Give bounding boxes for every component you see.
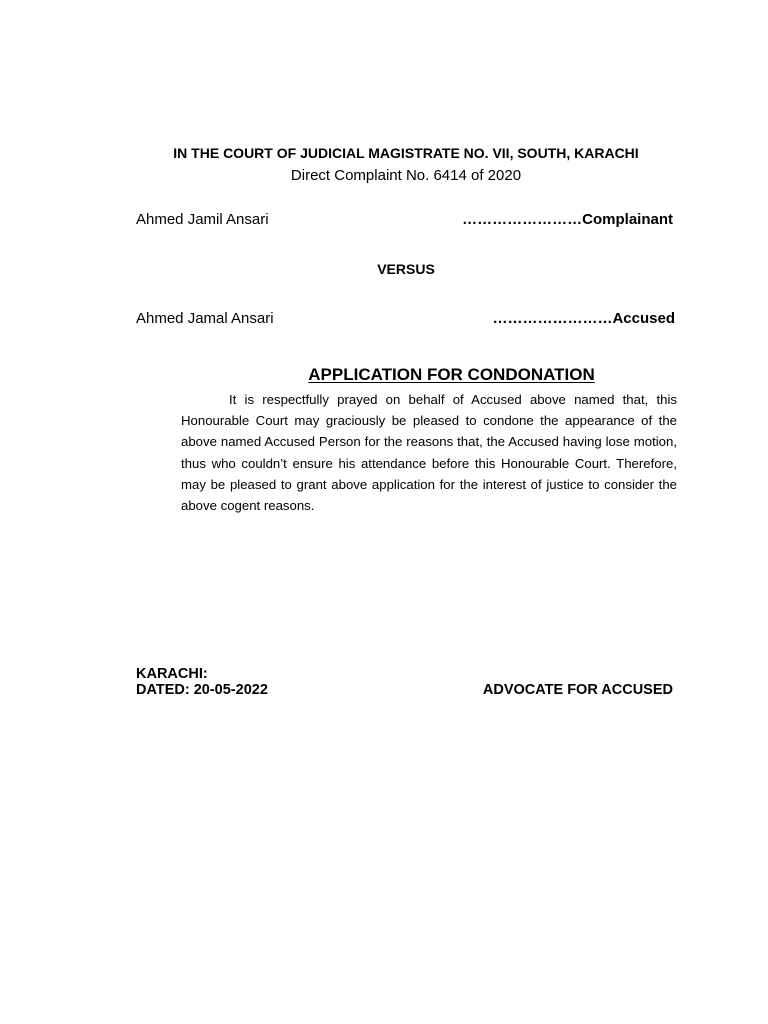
- court-heading: IN THE COURT OF JUDICIAL MAGISTRATE NO. VII, SOUTH, KARACHI: [173, 145, 639, 161]
- accused-role: ……………………Accused: [492, 310, 675, 327]
- footer-date: DATED: 20-05-2022: [136, 682, 268, 698]
- application-body: It is respectfully prayed on behalf of Accused above named that, this Honourable Court may graciously be pleased to condone the appearance of the above named Accused Person for the reasons that, the Accused having lose motion, thus who couldn’t ensure his attendance before this Honourable Court. Therefore, may be pleased to grant above application for the interest of justice to consider the above cogent reasons.: [181, 392, 677, 514]
- complainant-name: Ahmed Jamil Ansari: [136, 211, 269, 228]
- accused-name: Ahmed Jamal Ansari: [136, 310, 274, 327]
- application-title: [0, 365, 768, 385]
- application-title-text: APPLICATION FOR CONDONATION: [308, 365, 595, 384]
- footer-place: KARACHI:: [136, 666, 208, 682]
- versus-label: VERSUS: [377, 261, 435, 277]
- complaint-number: Direct Complaint No. 6414 of 2020: [290, 167, 522, 184]
- signatory-label: ADVOCATE FOR ACCUSED: [482, 682, 673, 698]
- complainant-role: ……………………Complainant: [462, 211, 673, 228]
